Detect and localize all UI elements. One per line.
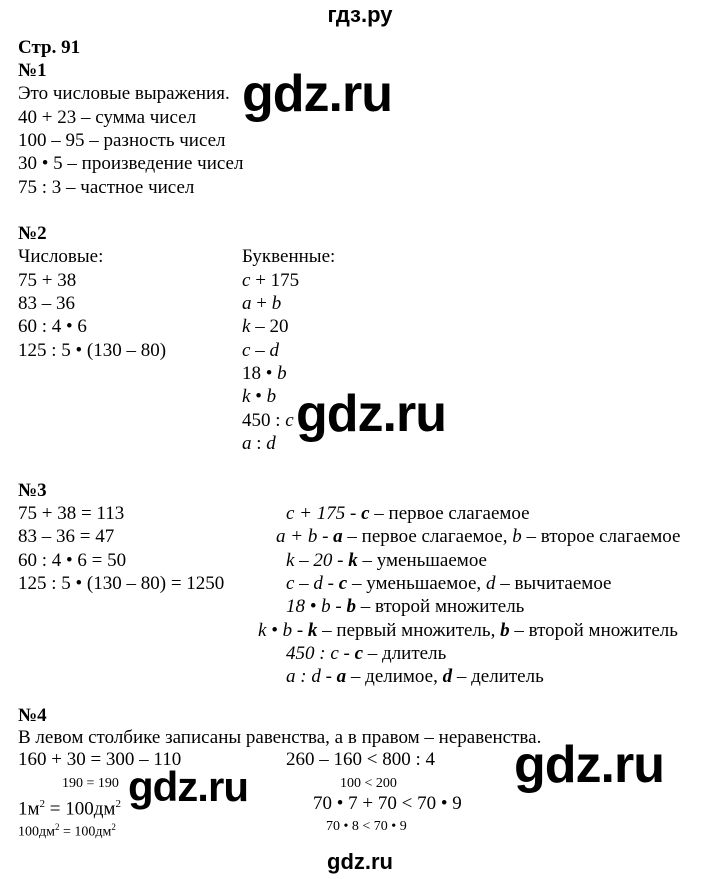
task3-var: k xyxy=(348,550,358,571)
task4-sup: 2 xyxy=(39,798,46,810)
task3-desc: – второй множитель xyxy=(509,620,678,641)
task4-unit: = 100дм xyxy=(59,824,112,840)
task2-left-title: Числовые: xyxy=(18,246,104,267)
task3-expr: 450 : c - xyxy=(286,643,355,664)
task3-heading: №3 xyxy=(18,480,47,501)
watermark: gdz.ru xyxy=(242,65,392,123)
task3-var: b xyxy=(512,526,522,547)
task3-expr: k – 20 - xyxy=(286,550,349,571)
task2-right-item: k – 20 xyxy=(242,316,289,337)
task3-desc: – вычитаемое xyxy=(495,573,612,594)
task4-heading: №4 xyxy=(18,705,47,726)
task3-var: c xyxy=(338,573,348,594)
task3-right-item xyxy=(286,503,530,525)
task3-var: b xyxy=(346,596,356,617)
task3-var: c xyxy=(354,643,364,664)
task4-equality: 160 + 30 = 300 – 110 xyxy=(18,749,182,770)
task4-inequality: 260 – 160 < 800 : 4 xyxy=(286,749,435,770)
task3-var: a xyxy=(333,526,343,547)
task2-left-item: 60 : 4 • 6 xyxy=(18,316,87,337)
task3-desc: – длитель xyxy=(363,643,447,664)
task3-expr: c – d - xyxy=(286,573,339,594)
task3-left-item: 60 : 4 • 6 = 50 xyxy=(18,550,127,571)
task3-right-item xyxy=(286,643,446,665)
site-header: гдз.ру xyxy=(327,2,393,27)
task2-left-item: 125 : 5 • (130 – 80) xyxy=(18,340,167,361)
task1-line: 30 • 5 – произведение чисел xyxy=(18,153,244,174)
task3-right-item xyxy=(276,526,680,548)
task3-var: b xyxy=(500,620,510,641)
task2-left-item: 75 + 38 xyxy=(18,270,77,291)
task4-sup: 2 xyxy=(111,822,116,832)
task2-right-item: k • b xyxy=(242,386,277,407)
task2-left-item: 83 – 36 xyxy=(18,293,75,314)
task3-var: d xyxy=(485,573,496,594)
task3-var: c xyxy=(361,503,370,524)
task3-var: a xyxy=(336,666,347,687)
task3-var: d xyxy=(442,666,453,687)
task2-right-item: 450 : c xyxy=(242,410,294,431)
task3-right-item xyxy=(286,666,544,688)
task4-sup: 2 xyxy=(54,822,60,832)
task3-desc: – уменьшаемое xyxy=(357,550,487,571)
task3-left-item: 125 : 5 • (130 – 80) = 1250 xyxy=(18,573,225,594)
task4-equality-result xyxy=(18,816,116,844)
task3-right-item xyxy=(286,573,612,595)
task1-line: 100 – 95 – разность чисел xyxy=(18,130,226,151)
task3-right-item xyxy=(286,550,487,572)
task4-intro: В левом столбике записаны равенства, а в правом – неравенства. xyxy=(18,727,542,748)
task4-sup: 2 xyxy=(115,798,121,810)
watermark: gdz.ru xyxy=(514,736,664,794)
task2-right-item: c – d xyxy=(242,340,279,361)
task2-right-item: c + 175 xyxy=(242,270,300,291)
task3-expr: 18 • b - xyxy=(286,596,347,617)
task3-desc: – делитель xyxy=(452,666,544,687)
task3-right-item xyxy=(286,596,524,618)
task2-right-item: a : d xyxy=(242,433,276,454)
task4-unit: 100дм xyxy=(18,824,55,840)
task4-equality-result: 190 = 190 xyxy=(62,776,119,791)
task3-expr: a + b - xyxy=(276,526,334,547)
task3-var: k xyxy=(307,620,318,641)
task1-line: Это числовые выражения. xyxy=(18,83,230,104)
task3-desc: – первое слагаемое xyxy=(369,503,530,524)
watermark: gdz.ru xyxy=(296,385,446,443)
task3-desc: – второе слагаемое xyxy=(521,526,681,547)
task1-heading: №1 xyxy=(18,60,47,81)
task3-desc: – второй множитель xyxy=(355,596,525,617)
task3-left-item: 83 – 36 = 47 xyxy=(18,526,115,547)
task4-inequality: 70 • 7 + 70 < 70 • 9 xyxy=(313,793,462,814)
task3-left-item: 75 + 38 = 113 xyxy=(18,503,125,524)
task3-expr: c + 175 - xyxy=(286,503,362,524)
task2-heading: №2 xyxy=(18,223,47,244)
task2-right-title: Буквенные: xyxy=(242,246,336,267)
task1-line: 75 : 3 – частное чисел xyxy=(18,177,195,198)
task4-unit: 1м xyxy=(18,798,40,820)
task3-desc: – первый множитель, xyxy=(317,620,501,641)
task3-desc: – делимое, xyxy=(346,666,443,687)
site-footer: gdz.ru xyxy=(327,849,393,874)
task4-unit: = 100дм xyxy=(45,798,116,820)
task2-right-item: 18 • b xyxy=(242,363,287,384)
task3-desc: – первое слагаемое, xyxy=(342,526,513,547)
task3-desc: – уменьшаемое, xyxy=(347,573,486,594)
task3-right-item xyxy=(258,620,678,642)
task3-expr: a : d - xyxy=(286,666,337,687)
task3-expr: k • b - xyxy=(258,620,308,641)
watermark: gdz.ru xyxy=(128,763,248,810)
task1-line: 40 + 23 – сумма чисел xyxy=(18,107,197,128)
page-number: Стр. 91 xyxy=(18,37,81,58)
task2-right-item: a + b xyxy=(242,293,282,314)
task4-inequality-result: 100 < 200 xyxy=(340,776,397,791)
task4-inequality-result: 70 • 8 < 70 • 9 xyxy=(326,819,407,834)
